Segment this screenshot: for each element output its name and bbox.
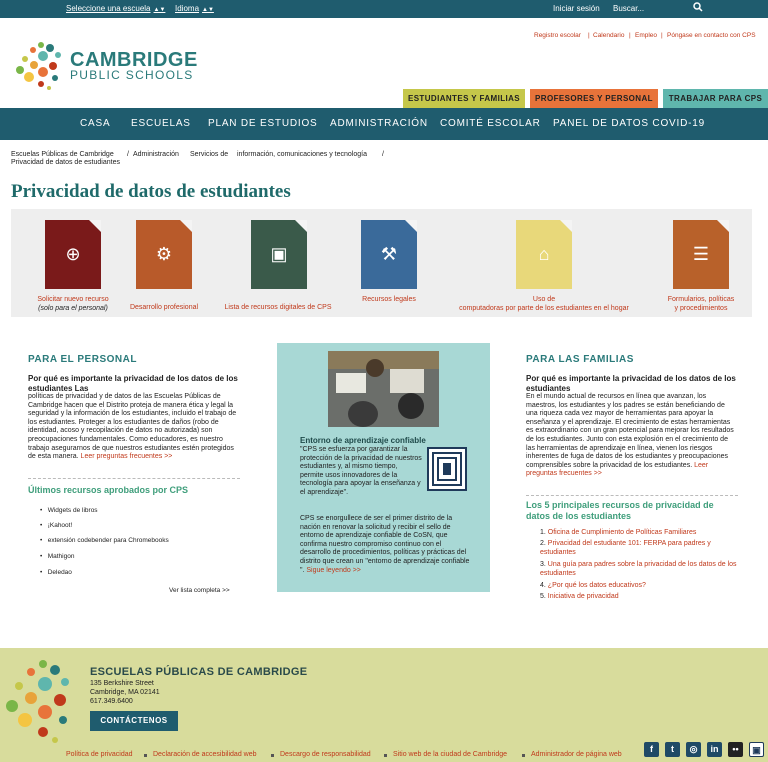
footer-link-descargo[interactable]: Descargo de responsabilidad <box>280 751 371 758</box>
trusted-body: CPS se enorgullece de ser el primer distrito de la nación en renovar la solicitud y recibir el sello de entorno de aprendizaje confiable de CoSN, que confirma nuestro compromiso continuo con el desarrollo de procedimientos, políticas y prácticas del distrito que crean un "entorno de aprendizaje confiable ". Sigue leyendo >> <box>300 515 470 574</box>
footer-address-1: 135 Berkshire Street <box>90 680 154 687</box>
cps-logo-icon[interactable] <box>15 40 67 92</box>
latest-resources-heading: Últimos recursos aprobados por CPS <box>28 485 189 495</box>
list-item: • ¡Kahoot! <box>40 522 73 529</box>
nav-plan-estudios[interactable]: PLAN DE ESTUDIOS <box>208 118 318 129</box>
families-text: Por qué es importante la privacidad de los datos de los estudiantes En el mundo actual de recursos en línea que avanzan, los maestros, los estudiantes y los padres se están beneficiando de una riqueza cada vez mayor de herramientas para apoyar la enseñanza y el aprendizaje. El crecimiento de estas herramientas es extraordinario con un gran potencial para mejorar los resultados de los estudiantes. Junto con esta explosión en el crecimiento de las herramientas de aprendizaje en línea, vienen los riesgos inherentes de fuga de datos de los estudiantes y preocupaciones comprensibles sobre la privacidad de los estudiantes. Leer preguntas frecuentes >> <box>526 374 736 478</box>
resource-doc-lista[interactable] <box>251 220 307 289</box>
school-select[interactable]: Seleccione una escuela ▲▼ <box>66 4 166 13</box>
resource-label-hogar[interactable]: Uso de computadoras por parte de los estudiantes en el hogar <box>459 296 629 312</box>
main-nav <box>0 108 768 140</box>
tab-trabajar-cps[interactable]: TRABAJAR PARA CPS <box>663 89 768 108</box>
resource-doc-formularios[interactable] <box>673 220 729 289</box>
list-item[interactable]: 1. Oficina de Cumplimiento de Políticas Familiares <box>540 529 697 536</box>
footer <box>0 648 768 762</box>
logo-subtitle: PUBLIC SCHOOLS <box>70 68 194 82</box>
gavel-icon: ⚒ <box>380 244 398 264</box>
resource-doc-hogar[interactable] <box>516 220 572 289</box>
keep-reading-link[interactable]: Sigue leyendo >> <box>306 566 361 574</box>
resource-label-solicitar[interactable]: Solicitar nuevo recurso (solo para el personal) <box>37 296 109 312</box>
nav-comite-escolar[interactable]: COMITÉ ESCOLAR <box>440 118 541 129</box>
families-heading: PARA LAS FAMILIAS <box>526 354 634 365</box>
resource-doc-desarrollo[interactable] <box>136 220 192 289</box>
utility-link-registro[interactable]: Registro escolar <box>534 32 581 39</box>
search-input[interactable]: Buscar... <box>613 4 645 13</box>
resource-doc-solicitar[interactable] <box>45 220 101 289</box>
plus-circle-icon: ⊕ <box>65 244 81 264</box>
resource-label-formularios[interactable]: Formularios, políticas y procedimientos <box>667 296 735 312</box>
classroom-photo <box>328 351 439 427</box>
list-item: • Deledao <box>40 569 72 576</box>
page-title: Privacidad de datos de estudiantes <box>11 181 291 202</box>
utility-link-contacto[interactable]: Póngase en contacto con CPS <box>667 32 756 39</box>
list-item: • Widgets de libros <box>40 507 98 514</box>
trusted-quote: "CPS se esfuerza por garantizar la protección de la privacidad de nuestros estudiantes y, al mismo tiempo, permite usos innovadores de la tecnología para apoyar la enseñanza y el aprendizaje". <box>300 446 422 496</box>
cps-tv-icon[interactable]: ▣ <box>749 742 764 757</box>
trusted-heading: Entorno de aprendizaje confiable <box>300 436 426 445</box>
trusted-learning-box <box>277 343 490 592</box>
breadcrumb-administracion[interactable]: Administración <box>133 151 179 158</box>
touchscreen-icon: ▣ <box>270 244 288 264</box>
footer-link-ciudad[interactable]: Sitio web de la ciudad de Cambridge <box>393 751 508 758</box>
resource-band <box>11 209 752 317</box>
resource-label-legales[interactable]: Recursos legales <box>362 296 416 303</box>
footer-school-name: ESCUELAS PÚBLICAS DE CAMBRIDGE <box>90 666 308 678</box>
facebook-icon[interactable]: f <box>644 742 659 757</box>
home-icon: ⌂ <box>538 244 550 264</box>
flickr-icon[interactable]: •• <box>728 742 743 757</box>
nav-covid-panel[interactable]: PANEL DE DATOS COVID-19 <box>553 118 705 129</box>
nav-administracion[interactable]: ADMINISTRACIÓN <box>330 118 428 129</box>
tab-profesores-personal[interactable]: PROFESORES Y PERSONAL <box>530 89 658 108</box>
resource-label-desarrollo[interactable]: Desarrollo profesional <box>129 304 199 311</box>
families-faq-link[interactable]: Leer preguntas frecuentes >> <box>526 461 709 478</box>
document-icon: ☰ <box>692 244 710 264</box>
nav-escuelas[interactable]: ESCUELAS <box>131 118 191 129</box>
tab-estudiantes-familias[interactable]: ESTUDIANTES Y FAMILIAS <box>403 89 525 108</box>
list-item[interactable]: 4. ¿Por qué los datos educativos? <box>540 582 646 589</box>
breadcrumb-ict[interactable]: información, comunicaciones y tecnología <box>237 151 367 158</box>
login-link[interactable]: Iniciar sesión <box>553 4 600 13</box>
footer-address-2: Cambridge, MA 02141 <box>90 689 160 696</box>
list-item[interactable]: 5. Iniciativa de privacidad <box>540 593 619 600</box>
utility-link-empleo[interactable]: Empleo <box>635 32 658 39</box>
list-item[interactable]: 3. Una guía para padres sobre la privacidad de los datos de los estudiantes <box>540 561 737 577</box>
staff-heading: PARA EL PERSONAL <box>28 354 137 365</box>
twitter-icon[interactable]: t <box>665 742 680 757</box>
footer-link-administrador[interactable]: Administrador de página web <box>531 751 622 758</box>
footer-link-accesibilidad[interactable]: Declaración de accesibilidad web <box>153 751 257 758</box>
list-item[interactable]: 2. Privacidad del estudiante 101: FERPA para padres y estudiantes <box>540 540 711 556</box>
nav-casa[interactable]: CASA <box>80 118 111 129</box>
logo-wordmark: CAMBRIDGE <box>70 49 198 71</box>
cosn-seal-icon <box>427 447 467 491</box>
see-all-link[interactable]: Ver lista completa >> <box>169 587 230 594</box>
breadcrumb-current: Privacidad de datos de estudiantes <box>11 159 120 166</box>
staff-text: Por qué es importante la privacidad de los datos de los estudiantes Las políticas de privacidad y de datos de las Escuelas Públicas de Cambridge hacen que el Distrito proteja de manera ética y legal la seguridad y la información de los estudiantes, incluido el trabajo de los estudiantes. Proteger a los estudiantes de daños (robo de identidad, acoso y recopilación de datos no autorizada) son preocupaciones fundamentales. Como educadores, es nuestro trabajo asegurarnos de que nuestros estudiantes estén protegidos de esta manera. Leer preguntas frecuentes >> <box>28 374 238 461</box>
language-select[interactable]: Idioma ▲▼ <box>175 4 214 13</box>
footer-link-privacidad[interactable]: Política de privacidad <box>66 751 133 758</box>
search-icon[interactable] <box>693 2 703 12</box>
utility-link-calendario[interactable]: Calendario <box>593 32 625 39</box>
breadcrumb-home[interactable]: Escuelas Públicas de Cambridge <box>11 151 114 158</box>
footer-logo-icon <box>5 658 80 748</box>
gear-icon: ⚙ <box>155 244 173 264</box>
footer-phone: 617.349.6400 <box>90 698 133 705</box>
contact-button[interactable]: CONTÁCTENOS <box>90 711 178 731</box>
resource-label-lista[interactable]: Lista de recursos digitales de CPS <box>224 304 332 311</box>
top-bar <box>0 0 768 18</box>
linkedin-icon[interactable]: in <box>707 742 722 757</box>
instagram-icon[interactable]: ◎ <box>686 742 701 757</box>
list-item: • Mathigon <box>40 553 75 560</box>
staff-faq-link[interactable]: Leer preguntas frecuentes >> <box>80 453 173 461</box>
list-item: • extensión codebender para Chromebooks <box>40 537 169 544</box>
resource-doc-legales[interactable] <box>361 220 417 289</box>
top-resources-heading: Los 5 principales recursos de privacidad de datos de los estudiantes <box>526 500 714 521</box>
